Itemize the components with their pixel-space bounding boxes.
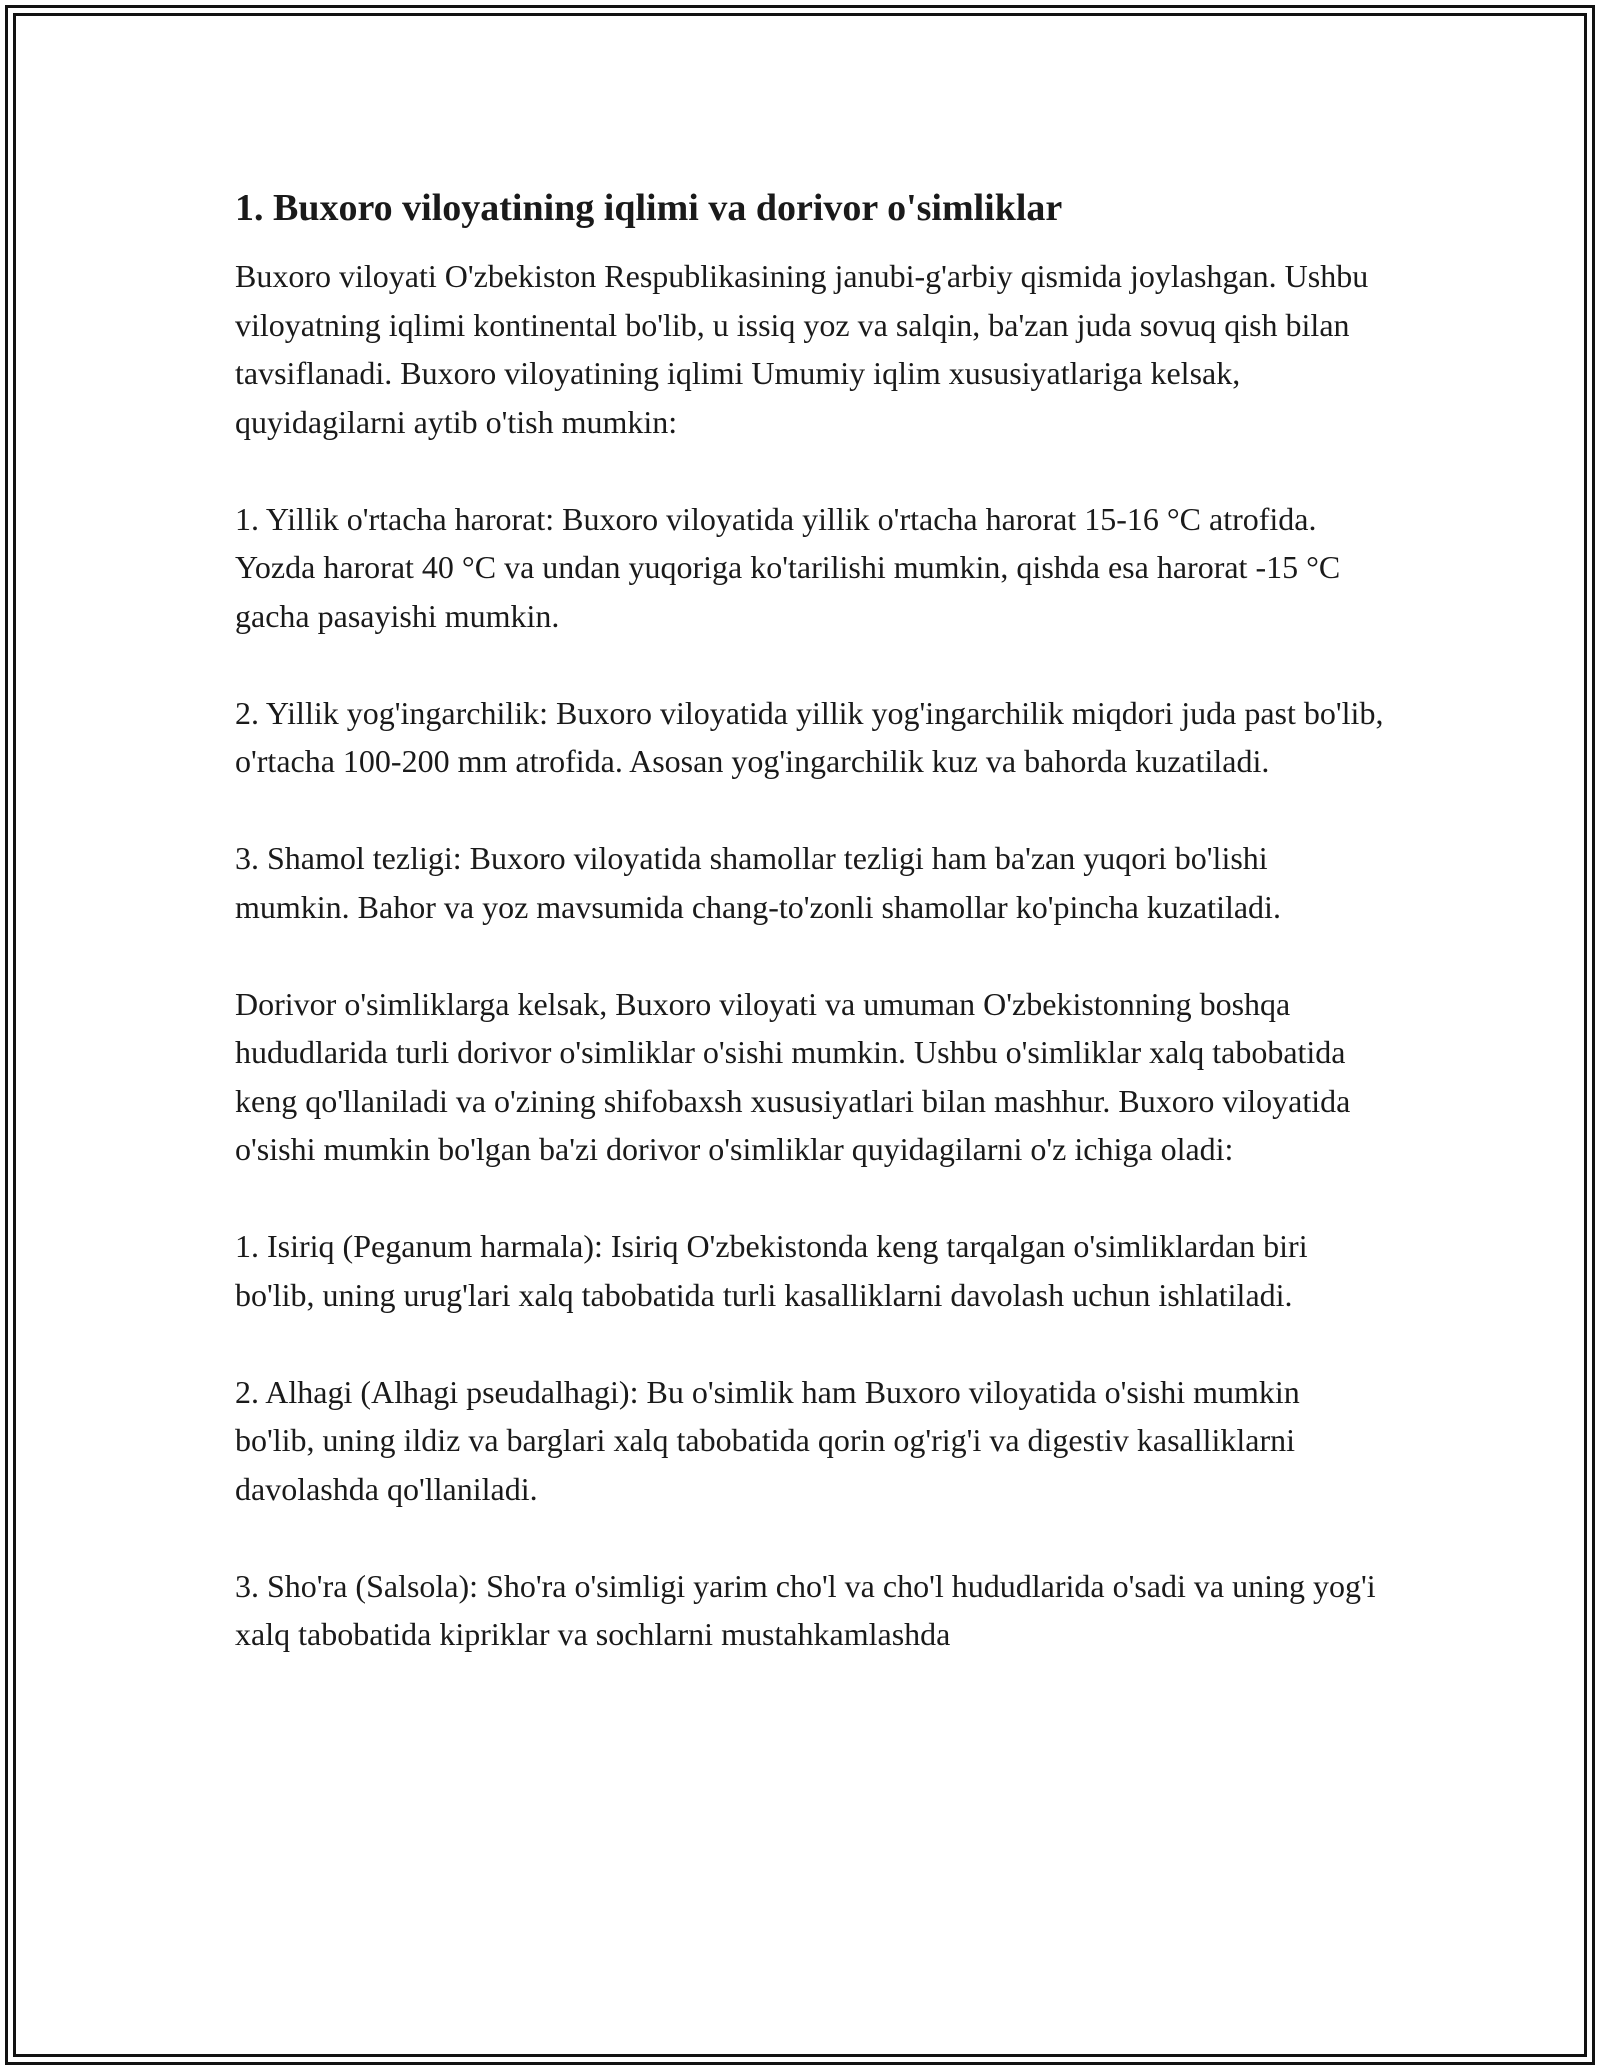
paragraph-medicinal-plants-intro: Dorivor o'simliklarga kelsak, Buxoro viloyati va umuman O'zbekistonning boshqa hududlarida turli dorivor o'simliklar o'sishi mumkin. Ushbu o'simliklar xalq tabobatida keng qo'llaniladi va o'zining shifobaxsh xususiyatlari bilan mashhur. Buxoro viloyatida o'sishi mumkin bo'lgan ba'zi dorivor o'simliklar quyidagilarni o'z ichiga oladi:: [235, 985, 1351, 1167]
paragraph-isiriq: 1. Isiriq (Peganum harmala): Isiriq O'zbekistonda keng tarqalgan o'simliklardan biri bo'lib, uning urug'lari xalq tabobatida turli kasalliklarni davolash uchun ishlatiladi.: [235, 1228, 1308, 1313]
paragraph-wind: 3. Shamol tezligi: Buxoro viloyatida shamollar tezligi ham ba'zan yuqori bo'lishi mumkin. Bahor va yoz mavsumida chang-to'zonli shamollar ko'pincha kuzatiladi.: [235, 840, 1281, 925]
paragraph-temperature: 1. Yillik o'rtacha harorat: Buxoro viloyatida yillik o'rtacha harorat 15-16 °C atrofida. Yozda harorat 40 °C va undan yuqoriga ko'tarilishi mumkin, qishda esa harorat -15 °C gacha pasayishi mumkin.: [235, 500, 1341, 634]
paragraph-shora: 3. Sho'ra (Salsola): Sho'ra o'simligi yarim cho'l va cho'l hududlarida o'sadi va uning yog'i xalq tabobatida kipriklar va sochlarni mustahkamlashda: [235, 1567, 1376, 1652]
document-title: 1. Buxoro viloyatining iqlimi va dorivor o'simliklar: [235, 187, 1063, 229]
paragraph-intro: Buxoro viloyati O'zbekiston Respublikasining janubi-g'arbiy qismida joylashgan. Ushbu viloyatning iqlimi kontinental bo'lib, u issiq yoz va salqin, ba'zan juda sovuq qish bilan tavsiflanadi. Buxoro viloyatining iqlimi Umumiy iqlim xususiyatlariga kelsak, quyidagilarni aytib o'tish mumkin:: [235, 258, 1369, 440]
paragraph-alhagi: 2. Alhagi (Alhagi pseudalhagi): Bu o'simlik ham Buxoro viloyatida o'sishi mumkin bo'lib, uning ildiz va barglari xalq tabobatida qorin og'rig'i va digestiv kasalliklarni davolashda qo'llaniladi.: [235, 1373, 1300, 1507]
document-body: [235, 184, 1385, 1707]
paragraph-precipitation: 2. Yillik yog'ingarchilik: Buxoro viloyatida yillik yog'ingarchilik miqdori juda past bo'lib, o'rtacha 100-200 mm atrofida. Asosan yog'ingarchilik kuz va bahorda kuzatiladi.: [235, 694, 1384, 779]
